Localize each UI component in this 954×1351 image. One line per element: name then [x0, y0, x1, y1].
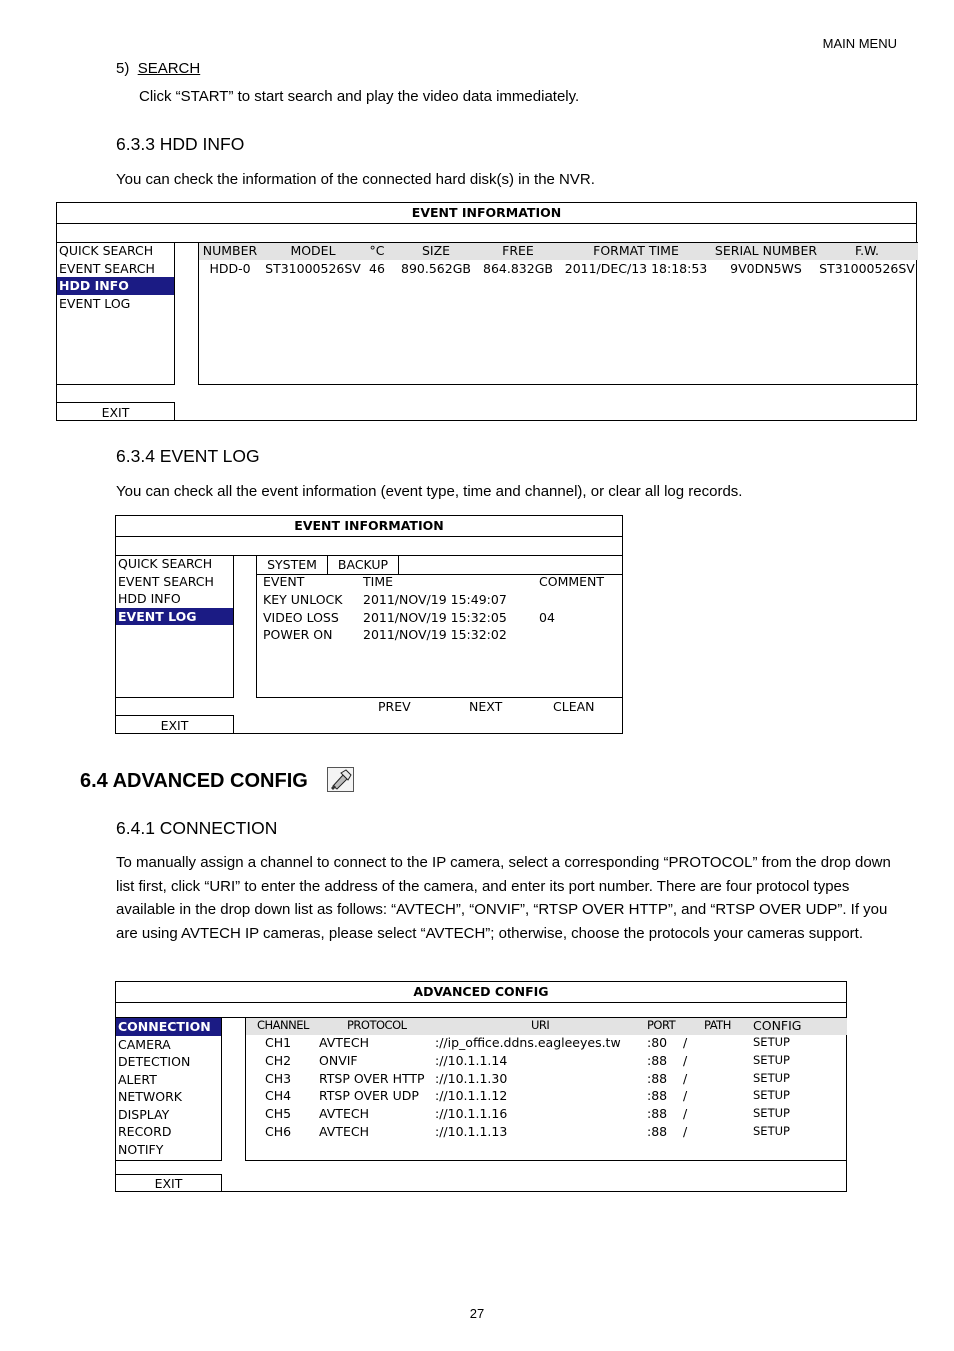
menu-item-alert[interactable]: ALERT	[118, 1071, 157, 1087]
hdd-column-header-2: °C	[369, 243, 385, 258]
connection-cell-0: CH2	[265, 1052, 292, 1068]
event-log-heading: 6.3.4 EVENT LOG	[116, 446, 260, 466]
tab-system[interactable]: SYSTEM	[257, 556, 328, 574]
hdd-info-panel	[56, 202, 917, 421]
connection-cell-2: ://ip_office.ddns.eagleeyes.tw	[435, 1035, 621, 1050]
connection-cell-0: CH3	[265, 1070, 292, 1086]
connection-cell-5[interactable]: SETUP	[753, 1088, 790, 1103]
connection-column-header-3: PORT	[647, 1018, 676, 1032]
log-column-header-0: EVENT	[263, 574, 305, 589]
hdd-column-header-6: SERIAL NUMBER	[714, 243, 818, 258]
side-menu	[57, 242, 175, 385]
hdd-column-header-3: SIZE	[421, 243, 451, 258]
connection-cell-1: AVTECH	[319, 1106, 369, 1122]
log-cell-0: VIDEO LOSS	[263, 609, 339, 625]
connection-column-header-1: PROTOCOL	[347, 1018, 407, 1032]
connection-cell-4: /	[683, 1070, 688, 1086]
panel-band	[57, 223, 916, 243]
menu-item-event-log[interactable]: EVENT LOG	[59, 295, 131, 311]
connection-cell-4: /	[683, 1088, 688, 1104]
hdd-cell-4: 864.832GB	[483, 261, 553, 276]
connection-cell-2: ://10.1.1.14	[435, 1052, 508, 1068]
log-cell-1: 2011/NOV/19 15:32:05	[363, 609, 507, 625]
hdd-table	[198, 242, 918, 385]
hdd-cell-1: ST31000526SV	[265, 261, 361, 276]
connection-cell-5[interactable]: SETUP	[753, 1070, 790, 1085]
connection-cell-5[interactable]: SETUP	[753, 1124, 790, 1138]
log-column-header-2: COMMENT	[539, 574, 605, 589]
hdd-info-heading: 6.3.3 HDD INFO	[116, 134, 245, 154]
log-tabs	[257, 556, 623, 575]
connection-cell-5[interactable]: SETUP	[753, 1035, 790, 1049]
log-cell-1: 2011/NOV/19 15:49:07	[363, 592, 507, 607]
connection-table	[245, 1018, 847, 1161]
panel-title: ADVANCED CONFIG	[116, 982, 846, 1003]
menu-item-display[interactable]: DISPLAY	[118, 1106, 170, 1122]
hdd-column-header-7: F.W.	[854, 243, 880, 258]
connection-cell-3: :88	[647, 1070, 668, 1086]
exit-button[interactable]: EXIT	[57, 402, 175, 421]
menu-item-event-search[interactable]: EVENT SEARCH	[118, 573, 214, 589]
menu-item-quick-search[interactable]: QUICK SEARCH	[59, 243, 154, 258]
hdd-column-header-5: FORMAT TIME	[593, 243, 679, 258]
connection-column-header-2: URI	[531, 1018, 550, 1032]
log-cell-1: 2011/NOV/19 15:32:02	[363, 627, 507, 642]
connection-cell-2: ://10.1.1.30	[435, 1070, 508, 1086]
advanced-config-title: 6.4 ADVANCED CONFIG	[80, 770, 308, 792]
side-menu	[116, 555, 234, 698]
connection-cell-3: :88	[647, 1088, 668, 1104]
connection-cell-3: :88	[647, 1124, 668, 1139]
connection-text: To manually assign a channel to connect to the IP camera, select a corresponding “PROTOCOL” from the drop down list first, click “URI” to enter the address of the camera, and enter its port number. There are four protocol types available in the drop down list as follows: “AVTECH”, “ONVIF”, “RTSP OVER HTTP”, and “RTSP OVER UDP”. If you are using AVTECH IP cameras, please select “AVTECH”; otherwise, choose the protocols your cameras support.	[116, 854, 891, 942]
side-menu	[116, 1018, 222, 1161]
connection-cell-4: /	[683, 1106, 688, 1122]
menu-item-network[interactable]: NETWORK	[118, 1089, 182, 1104]
exit-button[interactable]: EXIT	[116, 1174, 222, 1192]
connection-cell-0: CH1	[265, 1035, 292, 1050]
panel-title: EVENT INFORMATION	[57, 203, 916, 224]
hdd-column-header-4: FREE	[502, 243, 534, 258]
menu-item-hdd-info[interactable]: HDD INFO	[57, 277, 174, 295]
hdd-cell-6: 9V0DN5WS	[730, 261, 802, 276]
connection-cell-0: CH4	[265, 1088, 292, 1104]
hdd-info-text: You can check the information of the connected hard disk(s) in the NVR.	[116, 171, 595, 188]
hdd-cell-2: 46	[369, 261, 385, 276]
event-log-panel	[115, 515, 623, 734]
connection-column-header-0: CHANNEL	[257, 1018, 309, 1032]
log-cell-2: 04	[539, 609, 555, 625]
connection-cell-1: ONVIF	[319, 1052, 358, 1068]
connection-cell-1: RTSP OVER HTTP	[319, 1070, 425, 1086]
menu-item-camera[interactable]: CAMERA	[118, 1036, 171, 1052]
hdd-column-header-0: NUMBER	[202, 243, 258, 258]
connection-cell-1: AVTECH	[319, 1035, 369, 1050]
menu-item-record[interactable]: RECORD	[118, 1124, 172, 1139]
log-cell-0: KEY UNLOCK	[263, 592, 343, 607]
log-column-header-1: TIME	[363, 574, 394, 589]
connection-cell-4: /	[683, 1124, 688, 1139]
connection-cell-4: /	[683, 1035, 688, 1050]
panel-band	[116, 1002, 846, 1018]
search-number: 5)	[116, 60, 130, 77]
search-heading	[116, 57, 200, 81]
hdd-cell-0: HDD-0	[209, 261, 251, 276]
connection-heading: 6.4.1 CONNECTION	[116, 818, 278, 838]
tab-backup[interactable]: BACKUP	[328, 556, 399, 574]
hdd-cell-3: 890.562GB	[401, 261, 471, 276]
connection-cell-3: :80	[647, 1035, 668, 1050]
panel-band	[116, 536, 622, 556]
menu-item-quick-search[interactable]: QUICK SEARCH	[118, 556, 213, 571]
connection-cell-0: CH6	[265, 1124, 292, 1139]
log-cell-0: POWER ON	[263, 627, 333, 642]
hdd-cell-5: 2011/DEC/13 18:18:53	[564, 261, 708, 276]
menu-item-notify[interactable]: NOTIFY	[118, 1141, 164, 1157]
menu-item-hdd-info[interactable]: HDD INFO	[118, 591, 181, 606]
advanced-config-icon	[327, 767, 354, 792]
connection-column-header-5: CONFIG	[753, 1018, 802, 1033]
event-log-text: You can check all the event information (event type, time and channel), or clear all log records.	[116, 483, 743, 500]
connection-cell-5[interactable]: SETUP	[753, 1052, 790, 1067]
connection-cell-4: /	[683, 1052, 688, 1068]
connection-cell-2: ://10.1.1.12	[435, 1088, 508, 1104]
menu-item-detection[interactable]: DETECTION	[118, 1054, 191, 1069]
connection-cell-3: :88	[647, 1052, 668, 1068]
connection-cell-2: ://10.1.1.13	[435, 1124, 508, 1139]
connection-column-header-4: PATH	[704, 1018, 731, 1032]
prev-button[interactable]: PREV	[378, 699, 411, 714]
page-number: 27	[469, 1306, 485, 1321]
advanced-config-panel	[115, 981, 847, 1192]
event-log-list	[256, 555, 623, 698]
connection-cell-2: ://10.1.1.16	[435, 1106, 508, 1122]
connection-cell-1: AVTECH	[319, 1124, 369, 1139]
connection-cell-3: :88	[647, 1106, 668, 1122]
exit-button[interactable]: EXIT	[116, 715, 234, 734]
hdd-column-header-1: MODEL	[290, 243, 336, 258]
clean-button[interactable]: CLEAN	[553, 699, 595, 714]
menu-item-event-search[interactable]: EVENT SEARCH	[59, 260, 155, 276]
hdd-cell-7: ST31000526SV	[819, 261, 915, 276]
menu-item-event-log[interactable]: EVENT LOG	[116, 608, 233, 626]
connection-cell-0: CH5	[265, 1106, 292, 1122]
connection-cell-5[interactable]: SETUP	[753, 1106, 790, 1121]
running-header: MAIN MENU	[822, 36, 897, 51]
menu-item-connection[interactable]: CONNECTION	[116, 1018, 221, 1036]
connection-cell-1: RTSP OVER UDP	[319, 1088, 419, 1104]
search-title: SEARCH	[137, 60, 201, 77]
panel-title: EVENT INFORMATION	[116, 516, 622, 537]
search-text: Click “START” to start search and play the video data immediately.	[139, 88, 580, 105]
next-button[interactable]: NEXT	[469, 699, 503, 714]
advanced-config-heading	[80, 770, 308, 793]
